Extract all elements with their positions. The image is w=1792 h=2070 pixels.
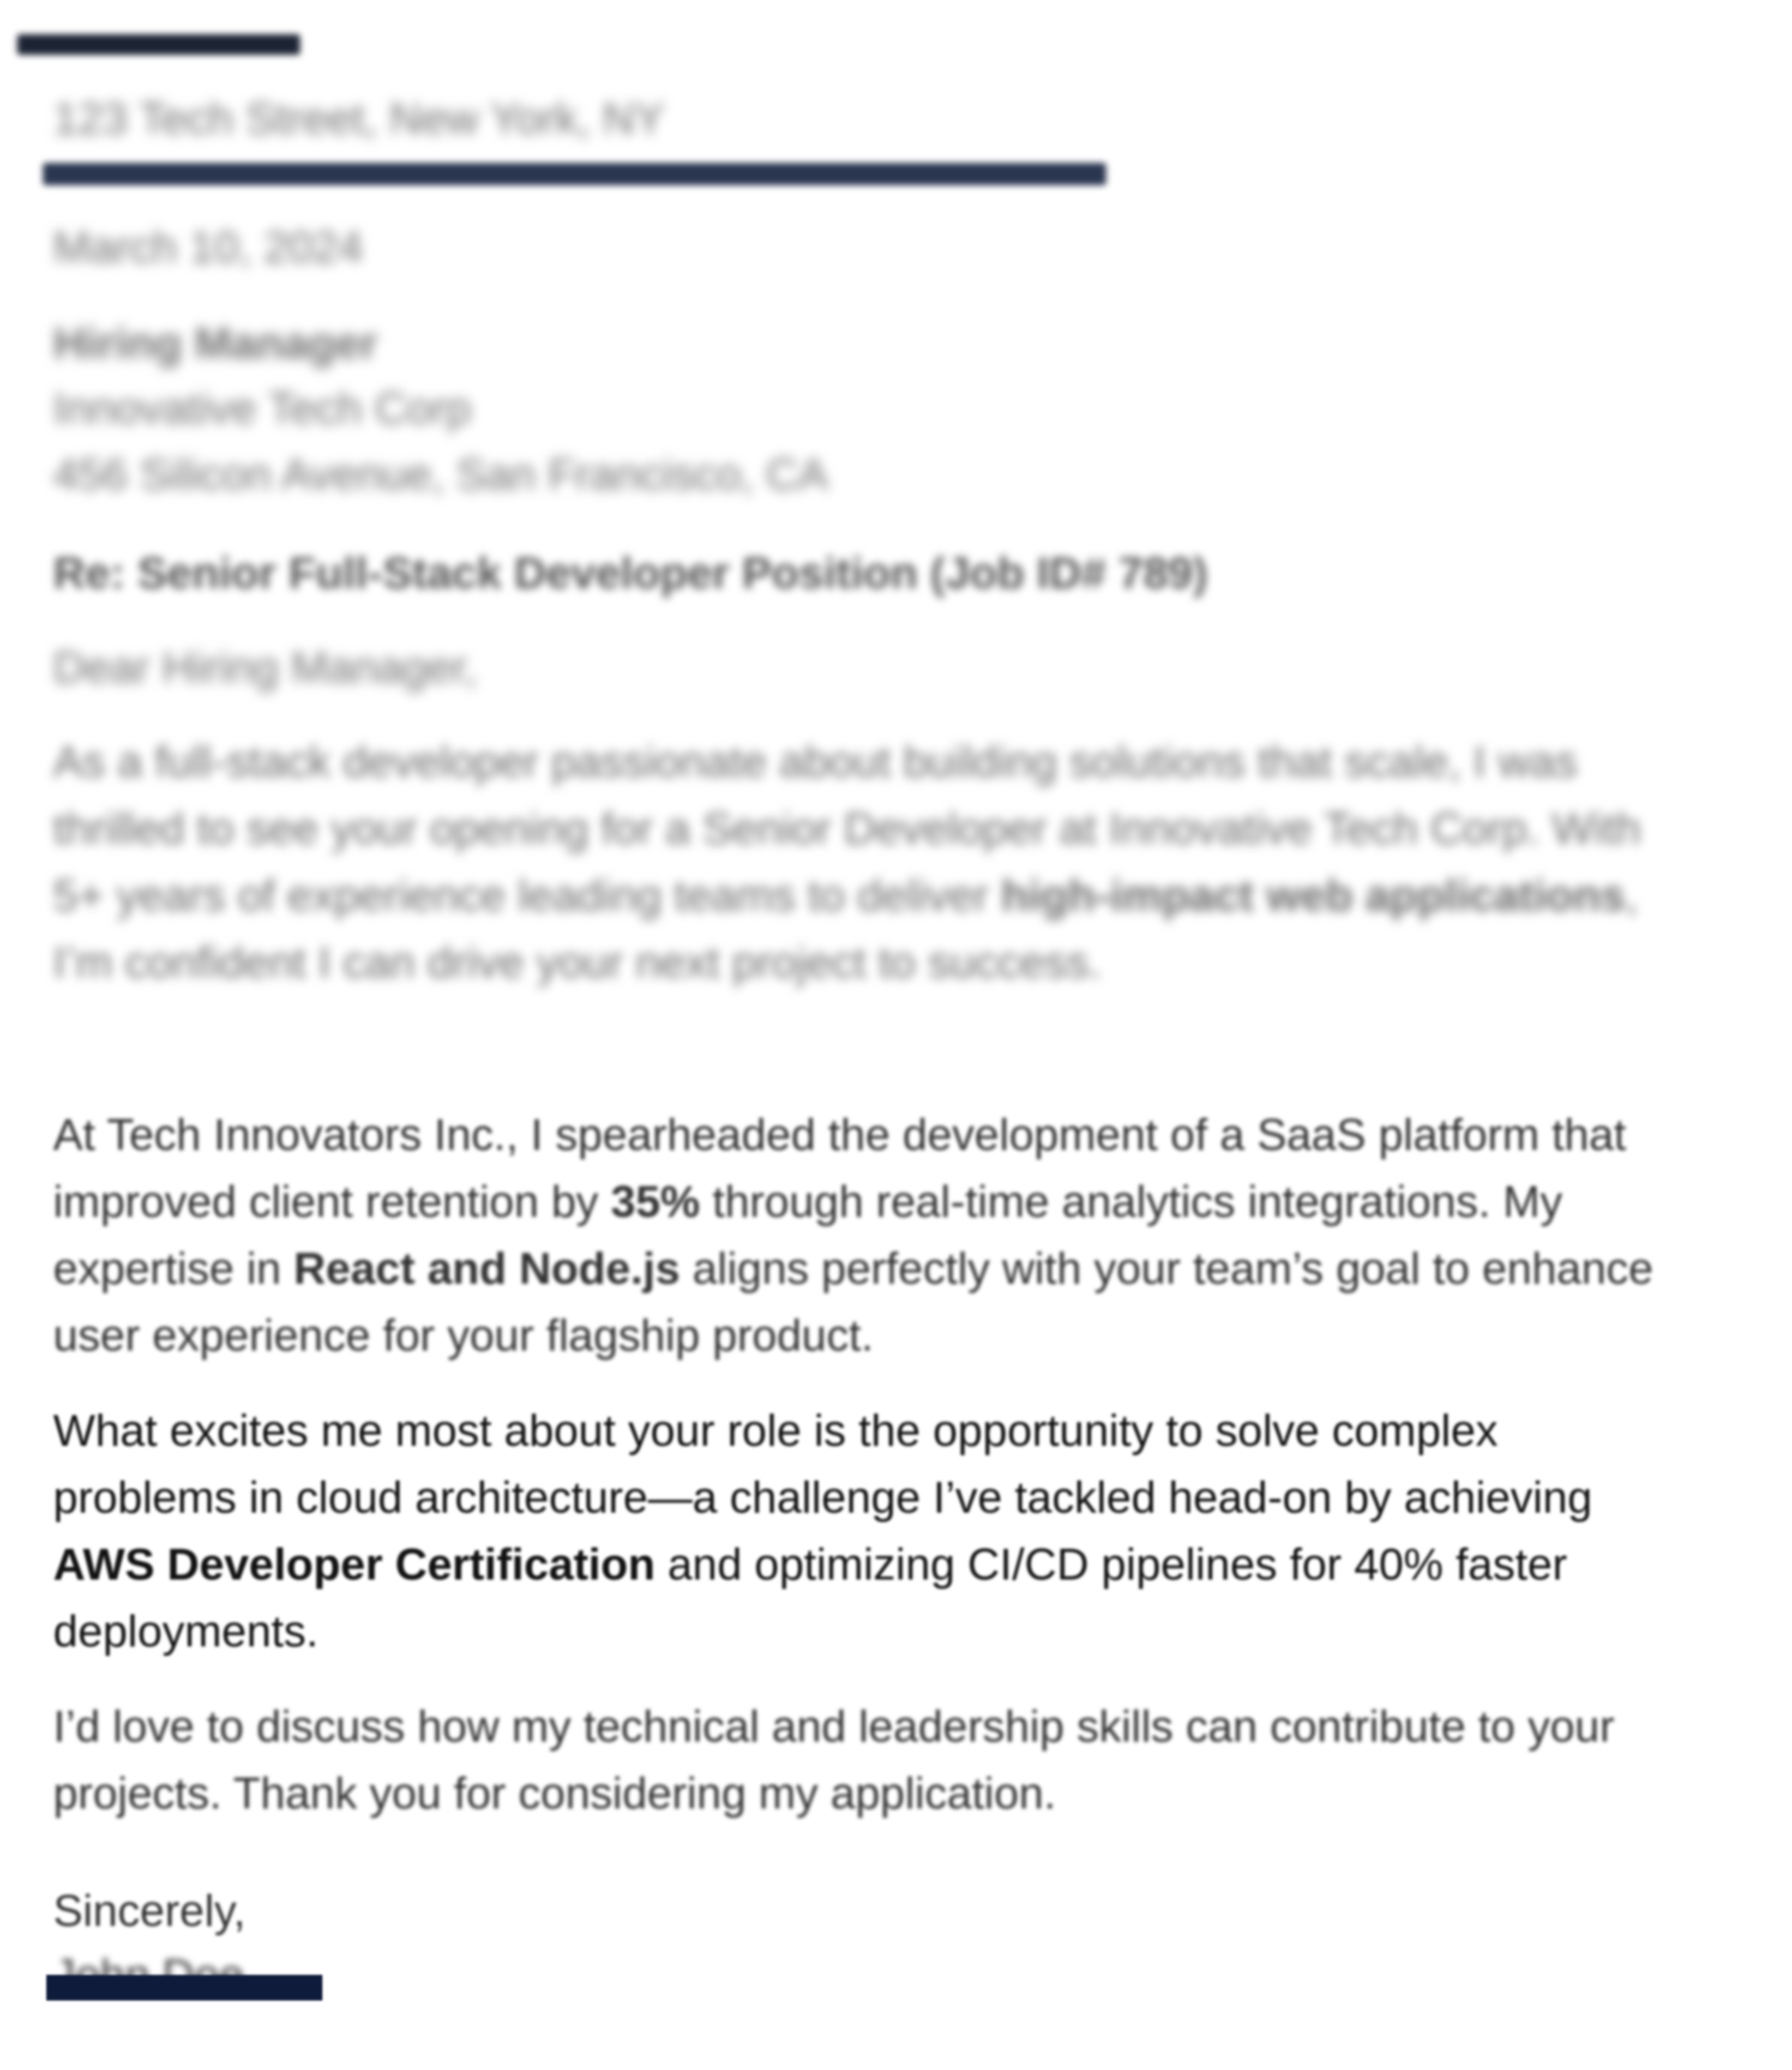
sender-address: 123 Tech Street, New York, NY (53, 94, 664, 144)
letter-date: March 10, 2024 (53, 223, 364, 273)
closing-phrase: Sincerely, (53, 1886, 246, 1936)
paragraph-intro-text-2: , I’m confident I can drive your next project to success. (53, 871, 1639, 988)
paragraph-experience-text-2: through real-time analytics integrations. My expertise in (53, 1177, 1563, 1294)
paragraph-experience-skills: React and Node.js (293, 1244, 681, 1294)
paragraph-closing-text: I’d love to discuss how my technical and leadership skills can contribute to your projects. Thank you for considering my application. (53, 1702, 1615, 1819)
paragraph-motivation-certification: AWS Developer Certification (53, 1540, 656, 1590)
paragraph-closing (53, 1694, 1682, 1827)
paragraph-intro (53, 729, 1682, 996)
paragraph-motivation-text-2: and optimizing CI/CD pipelines for 40% faster deployments. (53, 1540, 1567, 1657)
paragraph-experience-metric: 35% (610, 1177, 701, 1227)
salutation: Dear Hiring Manager, (53, 643, 478, 693)
paragraph-experience (53, 1102, 1682, 1369)
letter-subject: Re: Senior Full-Stack Developer Position (Job ID# 789) (53, 549, 1208, 599)
paragraph-experience-text-1: At Tech Innovators Inc., I spearheaded the development of a SaaS platform that improved client retention by (53, 1110, 1627, 1227)
paragraph-motivation (53, 1398, 1682, 1665)
recipient-address: 456 Silicon Avenue, San Francisco, CA (53, 450, 828, 500)
recipient-company: Innovative Tech Corp (53, 384, 472, 434)
paragraph-motivation-text-1: What excites me most about your role is the opportunity to solve complex problems in cloud architecture—a challenge I’ve tackled head-on by achieving (53, 1406, 1593, 1523)
paragraph-intro-emphasis: high-impact web applications (1001, 871, 1626, 921)
signature-redaction (46, 1975, 322, 2001)
paragraph-intro-text-1: As a full-stack developer passionate about building solutions that scale, I was thrilled to see your opening for a Senior Developer at Innovative Tech Corp. With 5+ years of experience leading teams to deliver (53, 737, 1641, 921)
paragraph-experience-text-3: aligns perfectly with your team’s goal to enhance user experience for your flagship product. (53, 1244, 1654, 1361)
recipient-title: Hiring Manager (53, 319, 378, 369)
